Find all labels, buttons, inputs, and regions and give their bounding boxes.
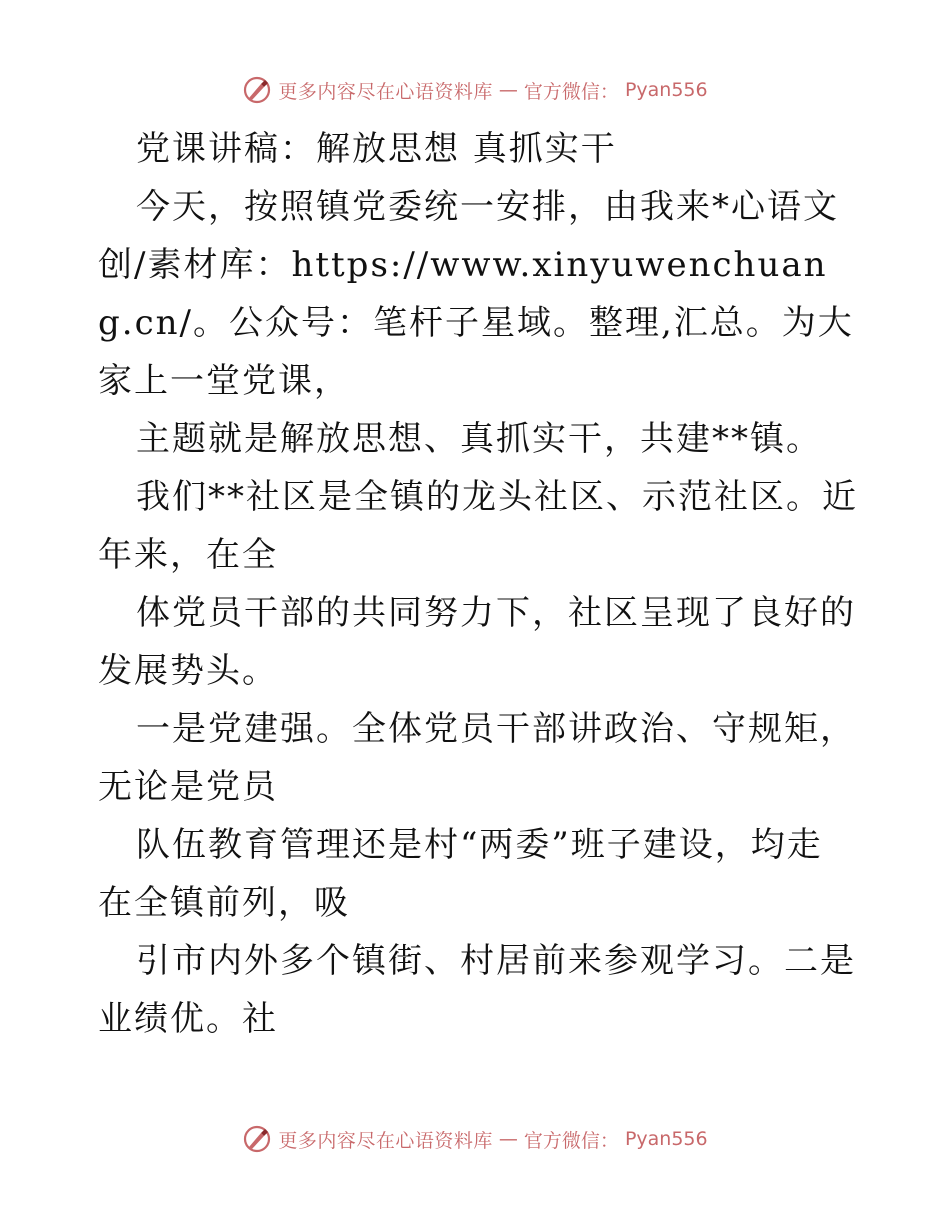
watermark-banner-top (0, 70, 950, 110)
document-title: 党课讲稿：解放思想 真抓实干 (136, 129, 617, 169)
pen-logo-icon (242, 75, 272, 105)
watermark-wechat-id: Pyan556 (624, 79, 708, 101)
watermark-dash: — (498, 79, 518, 101)
watermark-wechat-id: Pyan556 (624, 1128, 708, 1150)
watermark-wechat-label: 官方微信： (523, 1129, 619, 1152)
paragraph: 我们**社区是全镇的龙头社区、示范社区。近年来，在全 (98, 477, 858, 575)
paragraph: 今天，按照镇党委统一安排，由我来*心语文创/素材库：https://www.xinyuwenchuang.cn/。公众号：笔杆子星域。整理,汇总。为大家上一堂党课， (98, 187, 854, 401)
paragraph: 一是党建强。全体党员干部讲政治、守规矩，无论是党员 (98, 709, 856, 807)
watermark-dash: — (498, 1128, 518, 1150)
document-body (98, 120, 858, 1048)
watermark-wechat-label: 官方微信： (523, 80, 619, 103)
paragraph: 体党员干部的共同努力下，社区呈现了良好的发展势头。 (98, 593, 856, 691)
paragraph: 引市内外多个镇街、村居前来参观学习。二是业绩优。社 (98, 941, 856, 1039)
watermark-text: 更多内容尽在心语资料库 (278, 80, 493, 103)
paragraph: 队伍教育管理还是村“两委”班子建设，均走在全镇前列，吸 (98, 825, 823, 923)
watermark-text: 更多内容尽在心语资料库 (278, 1129, 493, 1152)
watermark-banner-bottom (0, 1119, 950, 1159)
pen-logo-icon (242, 1124, 272, 1154)
paragraph: 主题就是解放思想、真抓实干，共建**镇。 (136, 419, 822, 459)
